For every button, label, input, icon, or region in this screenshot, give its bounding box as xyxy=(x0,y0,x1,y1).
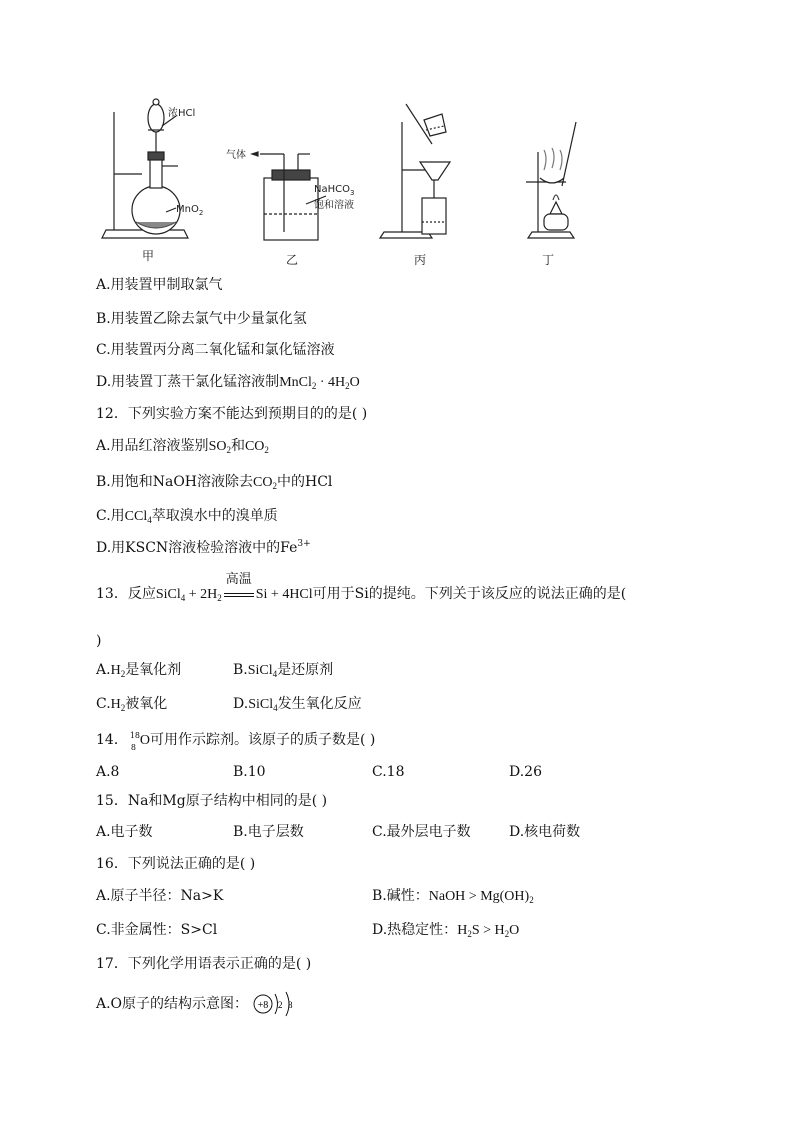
label-mno2: MnO$_2$ xyxy=(176,204,204,217)
q13-option-c: $C.H_2$被氧化 xyxy=(96,696,168,713)
nucleus-charge: +8 xyxy=(257,1000,268,1011)
apparatus-bing xyxy=(380,104,450,238)
q16-option-c: C.非金属性：S>Cl xyxy=(96,922,218,938)
label-ding: 丁 xyxy=(542,253,555,267)
q16-option-d: D.热稳定性：$H_2S > H_2O$ xyxy=(372,922,520,939)
q15-option-d: D.核电荷数 xyxy=(509,824,581,840)
reaction-condition: 高温 xyxy=(224,586,254,604)
q14-option-d: D.26 xyxy=(509,764,542,780)
q12-stem: 12．下列实验方案不能达到预期目的的是( ) xyxy=(96,406,368,422)
label-saturated: 饱和溶液 xyxy=(314,200,354,211)
q12-option-c: C.用CCl$_4$萃取溴水中的溴单质 xyxy=(96,508,278,525)
label-jia: 甲 xyxy=(142,249,155,263)
q15-option-a: A.电子数 xyxy=(96,824,153,840)
isotope-notation: 18 8 xyxy=(129,731,141,752)
q16-stem: 16．下列说法正确的是( ) xyxy=(96,856,256,872)
q11-d-text: D.用装置丁蒸干氯化锰溶液制 xyxy=(96,374,280,390)
label-gas: 气体 xyxy=(226,150,246,161)
q16-option-a: A.原子半径：Na>K xyxy=(96,888,224,904)
label-hcl: 浓HCl xyxy=(168,108,196,119)
q11-option-a: A.用装置甲制取氯气 xyxy=(96,277,223,293)
q15-option-b: B.电子层数 xyxy=(233,824,304,840)
apparatus-ding xyxy=(526,122,576,238)
q14-stem: 14． 18 8 O可用作示踪剂。该原子的质子数是( ) xyxy=(96,731,376,752)
q14-option-b: B.10 xyxy=(233,764,266,780)
shell-1-electrons: 2 xyxy=(277,1000,282,1010)
shell-2-electrons: 8 xyxy=(287,1000,292,1010)
q13-close-paren: ) xyxy=(96,633,102,649)
q15-option-c: C.最外层电子数 xyxy=(372,824,471,840)
label-yi: 乙 xyxy=(286,253,299,267)
q11-option-d xyxy=(96,373,360,392)
q12-option-a: A.用品红溶液鉴别$SO_2$和$CO_2$ xyxy=(96,438,269,455)
atom-structure-diagram xyxy=(253,990,297,1018)
q17-stem: 17．下列化学用语表示正确的是( ) xyxy=(96,956,312,972)
q14-option-c: C.18 xyxy=(372,764,405,780)
apparatus-svg xyxy=(96,92,596,272)
q13-option-b: B.SiCl$_4$是还原剂 xyxy=(233,662,334,679)
q12-option-b: B.用饱和NaOH溶液除去$CO_2$中的HCl xyxy=(96,474,333,491)
label-nahco3: NaHCO$_3$ xyxy=(314,184,355,197)
q13-option-a: $A.H_2$是氧化剂 xyxy=(96,662,182,679)
q15-stem: 15．Na和Mg原子结构中相同的是( ) xyxy=(96,793,328,809)
label-bing: 丙 xyxy=(414,253,427,267)
formula-mncl2-4h2o: MnCl$_2$ · $4H_2O$ xyxy=(279,375,360,391)
q11-option-c: C.用装置丙分离二氧化锰和氯化锰溶液 xyxy=(96,342,335,358)
q17-option-a: A.O原子的结构示意图： +8 2 8 xyxy=(96,990,297,1018)
apparatus-figure xyxy=(96,92,596,272)
q13-equation: SiCl$_4$ + $2H_2$ 高温 Si + 4HCl xyxy=(155,571,313,603)
q16-option-b: B.碱性：NaOH > $Mg(OH)_2$ xyxy=(372,888,534,905)
apparatus-yi xyxy=(252,152,326,240)
q13-option-d: D.SiCl$_4$发生氧化反应 xyxy=(233,696,362,713)
q14-option-a: A.8 xyxy=(96,764,120,780)
q11-option-b: B.用装置乙除去氯气中少量氯化氢 xyxy=(96,311,307,327)
q13-stem: 13．反应SiCl$_4$ + $2H_2$ 高温 Si + 4HCl可用于Si的提纯。下列关于该反应的说法正确的是( xyxy=(96,571,627,603)
apparatus-jia xyxy=(102,99,188,238)
q12-option-d: D.用KSCN溶液检验溶液中的$Fe^{3+}$ xyxy=(96,539,311,556)
